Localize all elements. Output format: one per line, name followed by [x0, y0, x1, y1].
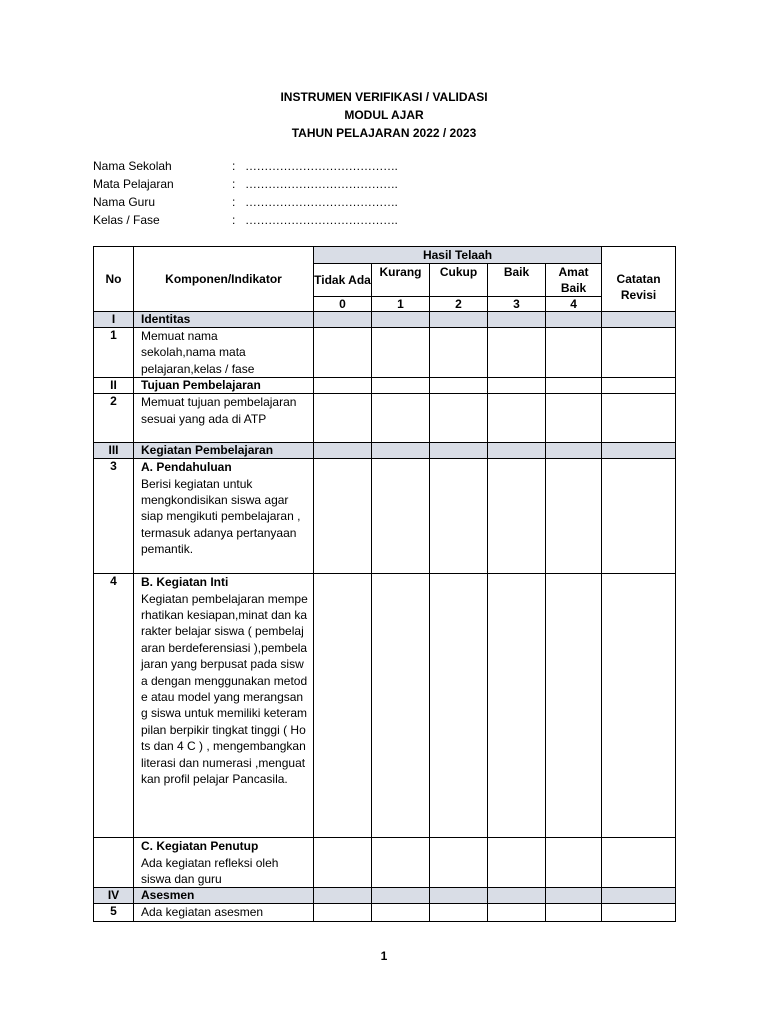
row-number: 1 [94, 328, 134, 378]
table-row [94, 459, 676, 574]
row-heading: A. Pendahuluan [141, 460, 232, 475]
validation-table [93, 246, 676, 922]
score-cell[interactable] [314, 838, 372, 888]
table-row [94, 394, 676, 443]
section-title: Tujuan Pembelajaran [134, 378, 314, 394]
title-line-1: INSTRUMEN VERIFIKASI / VALIDASI [280, 90, 488, 104]
header-catatan-revisi: Catatan Revisi [602, 247, 676, 312]
header-no: No [94, 247, 134, 312]
score-cell[interactable] [314, 904, 372, 921]
score-0: 0 [314, 297, 372, 312]
score-cell[interactable] [372, 394, 430, 443]
score-cell[interactable] [430, 328, 488, 378]
score-cell[interactable] [430, 904, 488, 921]
score-cell[interactable] [372, 574, 430, 838]
score-3: 3 [488, 297, 546, 312]
score-cell[interactable] [430, 574, 488, 838]
row-number: 2 [94, 394, 134, 443]
row-content [134, 459, 314, 574]
score-4: 4 [546, 297, 602, 312]
table-row [94, 838, 676, 888]
field-colon: : [232, 177, 236, 191]
table-row [94, 904, 676, 921]
row-number: 3 [94, 459, 134, 574]
score-cell[interactable] [488, 574, 546, 838]
section-number: I [94, 312, 134, 328]
section-row-asesmen [94, 888, 676, 904]
catatan-cell[interactable] [602, 459, 676, 574]
field-nama-guru [93, 193, 413, 211]
catatan-cell[interactable] [602, 328, 676, 378]
score-cell[interactable] [430, 838, 488, 888]
row-text: Memuat tujuan pembelajaran sesuai yang ada di ATP [134, 394, 314, 443]
score-cell[interactable] [546, 904, 602, 921]
score-cell[interactable] [488, 904, 546, 921]
catatan-cell[interactable] [602, 838, 676, 888]
row-heading: B. Kegiatan Inti [141, 575, 229, 590]
field-mata-pelajaran [93, 175, 413, 193]
score-cell[interactable] [488, 459, 546, 574]
field-value: …………………………………. [245, 213, 398, 227]
section-row-tujuan [94, 378, 676, 394]
score-cell[interactable] [372, 328, 430, 378]
table-row [94, 328, 676, 378]
field-colon: : [232, 213, 236, 227]
catatan-cell[interactable] [602, 394, 676, 443]
score-cell[interactable] [546, 838, 602, 888]
score-2: 2 [430, 297, 488, 312]
header-kurang: Kurang [372, 264, 430, 297]
field-value: …………………………………. [245, 177, 398, 191]
score-cell[interactable] [314, 328, 372, 378]
score-cell[interactable] [372, 838, 430, 888]
field-label: Kelas / Fase [93, 213, 160, 227]
header-komponen: Komponen/Indikator [134, 247, 314, 312]
field-label: Nama Guru [93, 195, 156, 209]
score-cell[interactable] [488, 328, 546, 378]
section-number: III [94, 443, 134, 459]
field-label: Nama Sekolah [93, 159, 172, 173]
row-heading: C. Kegiatan Penutup [141, 839, 259, 854]
score-cell[interactable] [314, 574, 372, 838]
row-number: 5 [94, 904, 134, 921]
field-kelas-fase [93, 211, 413, 229]
row-text: Ada kegiatan asesmen [134, 904, 314, 921]
section-number: IV [94, 888, 134, 904]
section-row-kegiatan [94, 443, 676, 459]
score-cell[interactable] [372, 459, 430, 574]
row-text: Ada kegiatan refleksi oleh siswa dan guru [141, 855, 279, 887]
header-cukup: Cukup [430, 264, 488, 297]
section-title: Identitas [134, 312, 314, 328]
score-cell[interactable] [430, 459, 488, 574]
score-cell[interactable] [314, 394, 372, 443]
title-line-3: TAHUN PELAJARAN 2022 / 2023 [291, 126, 477, 140]
row-text: Memuat nama sekolah,nama mata pelajaran,kelas / fase [134, 328, 314, 378]
section-number: II [94, 378, 134, 394]
field-nama-sekolah [93, 157, 413, 175]
score-cell[interactable] [546, 328, 602, 378]
row-number [94, 838, 134, 888]
section-title: Asesmen [134, 888, 314, 904]
page-number: 1 [380, 949, 388, 963]
score-cell[interactable] [546, 459, 602, 574]
identity-fields [93, 157, 413, 229]
row-text: Kegiatan pembelajaran memperhatikan kesiapan,minat dan karakter belajar siswa ( pembelajaran berdeferensiasi ),pembelajaran yang berpusat pada siswa dengan menggunakan metode atau model yang merangsang siswa untuk memiliki keterampilan berpikir tingkat tinggi ( Hots dan 4 C ) , mengembangkan literasi dan numerasi ,menguatkan profil pelajar Pancasila. [141, 591, 308, 787]
score-cell[interactable] [314, 459, 372, 574]
header-hasil-telaah: Hasil Telaah [314, 247, 602, 264]
title-line-2: MODUL AJAR [344, 108, 424, 122]
field-value: …………………………………. [245, 195, 398, 209]
score-cell[interactable] [488, 838, 546, 888]
score-cell[interactable] [546, 574, 602, 838]
field-label: Mata Pelajaran [93, 177, 174, 191]
score-cell[interactable] [546, 394, 602, 443]
section-row-identitas [94, 312, 676, 328]
header-tidak-ada: Tidak Ada [314, 264, 372, 297]
row-content [134, 838, 314, 888]
document-title [0, 88, 768, 142]
field-value: …………………………………. [245, 159, 398, 173]
header-amat-baik: Amat Baik [546, 264, 602, 297]
field-colon: : [232, 159, 236, 173]
score-1: 1 [372, 297, 430, 312]
row-number: 4 [94, 574, 134, 838]
score-cell[interactable] [488, 394, 546, 443]
header-baik: Baik [488, 264, 546, 297]
section-title: Kegiatan Pembelajaran [134, 443, 314, 459]
table-row [94, 574, 676, 838]
score-cell[interactable] [430, 394, 488, 443]
catatan-cell[interactable] [602, 574, 676, 838]
field-colon: : [232, 195, 236, 209]
row-text: Berisi kegiatan untuk mengkondisikan siswa agar siap mengikuti pembelajaran , termasuk adanya pertanyaan pemantik. [141, 476, 301, 557]
score-cell[interactable] [372, 904, 430, 921]
row-content [134, 574, 314, 838]
catatan-cell[interactable] [602, 904, 676, 921]
